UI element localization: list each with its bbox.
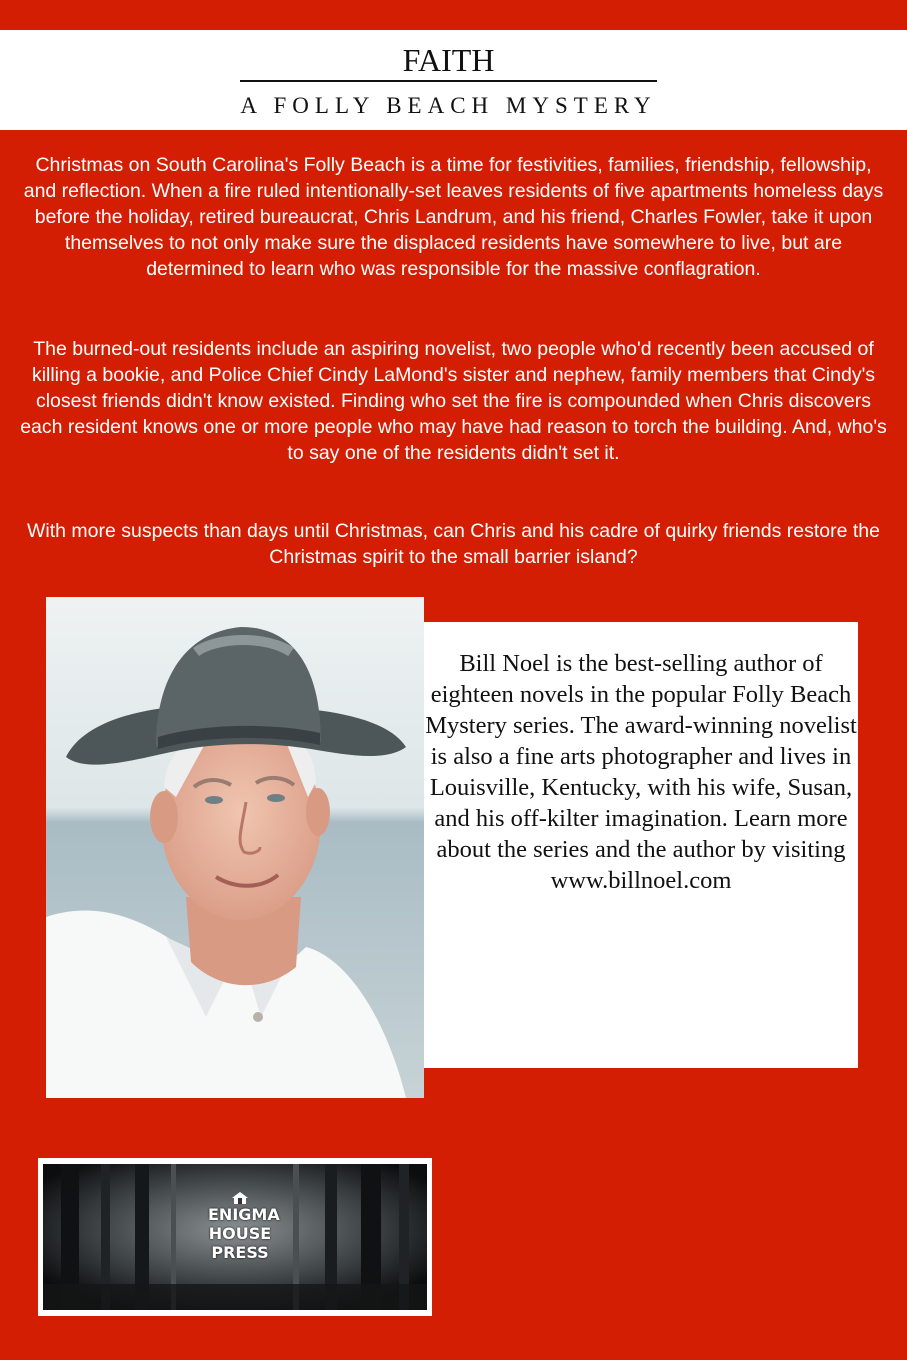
- blurb-paragraph-2: The burned-out residents include an aspiring novelist, two people who'd recently been accused of killing a bookie, and Police Chief Cindy LaMond's sister and nephew, family members that Cindy's closest friends didn't know existed. Finding who set the fire is compounded when Chris discovers each resident knows one or more people who may have had reason to torch the building. And, who's to say one of the residents didn't set it.: [20, 338, 887, 464]
- author-bio-panel: [424, 622, 858, 1068]
- blurb-paragraph-3: With more suspects than days until Christmas, can Chris and his cadre of quirky friends restore the Christmas spirit to the small barrier island?: [27, 520, 880, 568]
- series-subtitle: A FOLLY BEACH MYSTERY: [240, 93, 657, 118]
- author-photo: [46, 597, 424, 1098]
- publisher-logo: [208, 1192, 280, 1262]
- logo-line-2: HOUSE: [208, 1224, 272, 1243]
- blurb-paragraph-1: Christmas on South Carolina's Folly Beach is a time for festivities, families, friendship, fellowship, and reflection. When a fire ruled intentionally-set leaves residents of five apartments homeless days before the holiday, retired bureaucrat, Chris Landrum, and his friend, Charles Fowler, take it upon themselves to not only make sure the displaced residents have somewhere to live, but are determined to learn who was responsible for the massive conflagration.: [23, 154, 884, 280]
- title-band: [0, 30, 907, 130]
- book-title: FAITH: [402, 42, 495, 78]
- author-bio: Bill Noel is the best-selling author of eighteen novels in the popular Folly Beach Mystery series. The award-winning novelist is also a fine arts photographer and lives in Louisville, Kentucky, with his wife, Susan, and his off-kilter imagination. Learn more about the series and the author by visiting www.billnoel.com: [425, 650, 857, 894]
- forest-image: [43, 1164, 427, 1310]
- publisher-banner: [38, 1158, 432, 1316]
- title-divider: [240, 80, 657, 82]
- logo-line-3: PRESS: [211, 1243, 269, 1262]
- logo-line-1: ENIGMA: [208, 1205, 280, 1224]
- house-icon: [231, 1192, 249, 1204]
